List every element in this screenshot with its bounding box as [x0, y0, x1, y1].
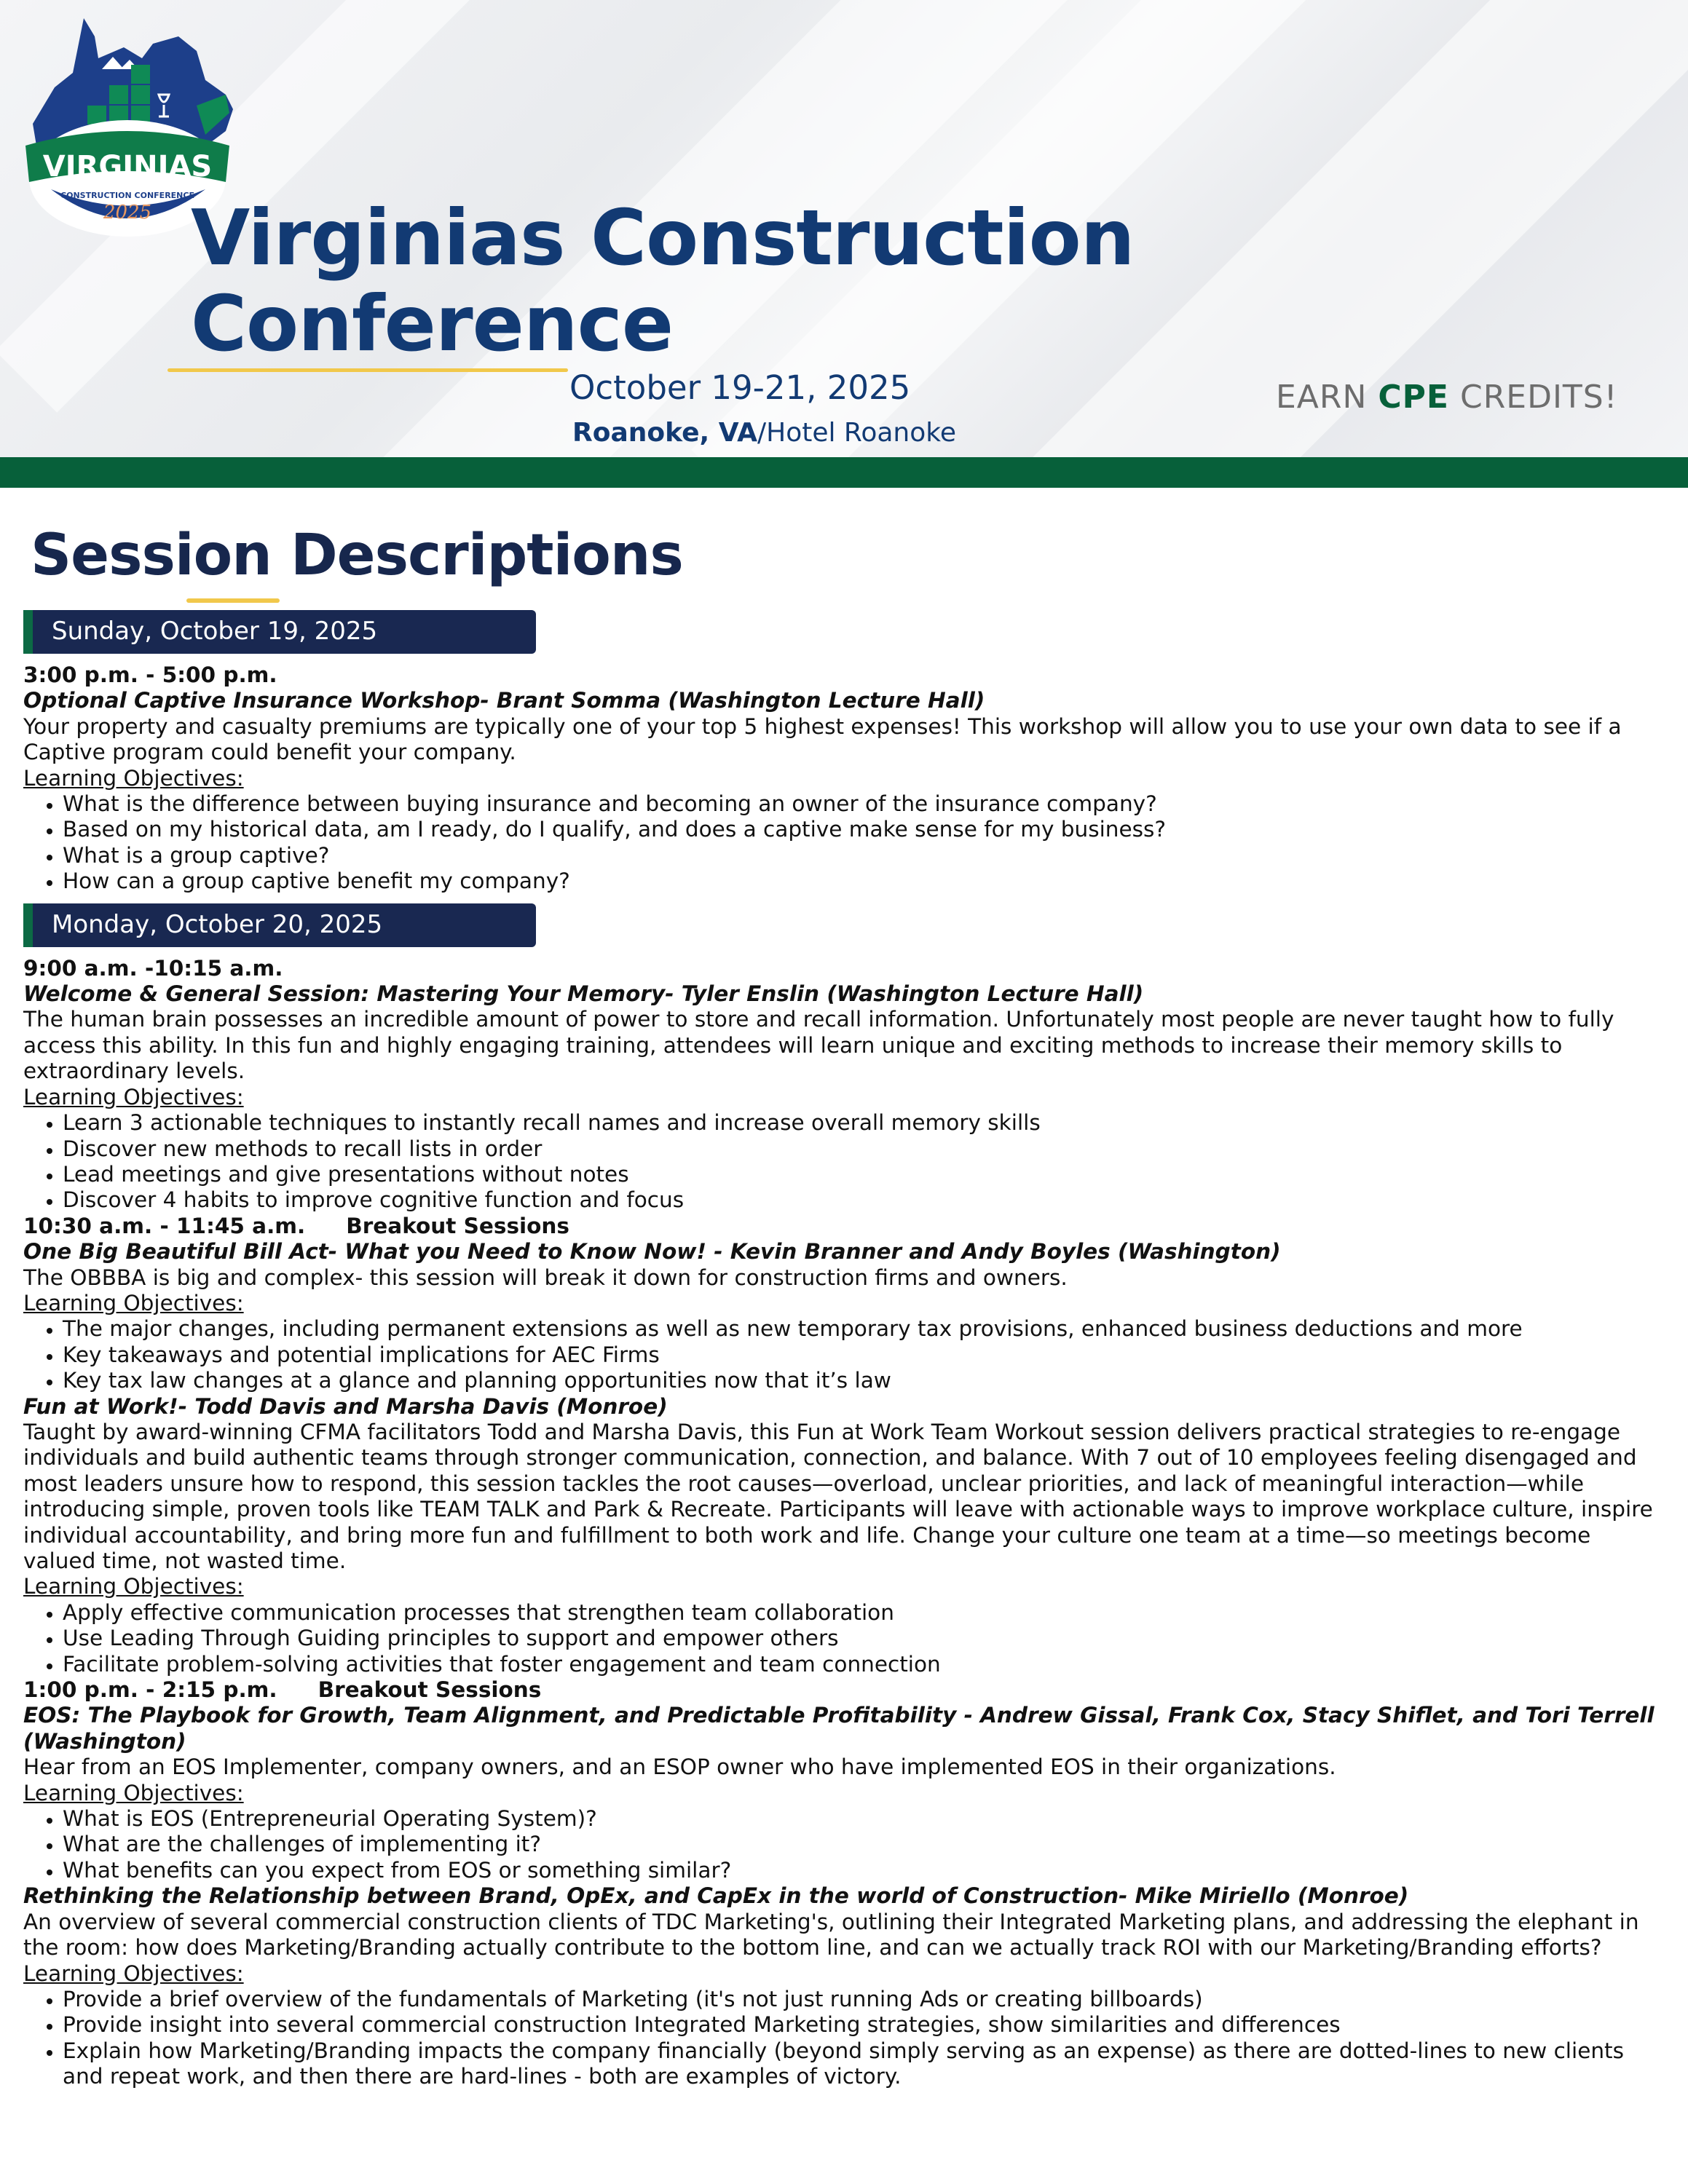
session-title: One Big Beautiful Bill Act- What you Need to Know Now! - Kevin Branner and Andy Boyles (Washington)	[23, 1239, 1281, 1265]
location-city: Roanoke, VA	[572, 418, 757, 448]
day-block	[23, 903, 1666, 2090]
learning-objectives-list	[23, 1987, 1666, 2090]
learning-objective-item: • Key tax law changes at a glance and planning opportunities now that it’s law	[63, 1368, 1666, 1393]
cpe-prefix: EARN	[1276, 379, 1379, 416]
learning-objectives-label: Learning Objectives:	[23, 1780, 244, 1805]
learning-objective-item: • What is EOS (Entrepreneurial Operating System)?	[63, 1806, 1666, 1832]
session-title: Rethinking the Relationship between Brand, OpEx, and CapEx in the world of Construction- Mike Miriello (Monroe)	[23, 1883, 1409, 1909]
session-block	[23, 662, 1666, 895]
learning-objectives-label: Learning Objectives:	[23, 1961, 244, 1986]
conference-dates: October 19-21, 2025	[569, 368, 911, 407]
logo-year: 2025	[103, 202, 152, 223]
header-green-band	[0, 457, 1688, 488]
learning-objectives-list	[23, 1806, 1666, 1883]
session-list	[23, 610, 1666, 2090]
session-time-row	[23, 1214, 1666, 1239]
learning-objective-item: • Facilitate problem-solving activities that foster engagement and team connection	[63, 1652, 1666, 1677]
session-block	[23, 1214, 1666, 1394]
conference-location	[572, 418, 956, 448]
session-time-row	[23, 956, 1666, 981]
logo-wordmark: VIRGINIAS	[42, 150, 213, 183]
learning-objectives-list	[23, 1600, 1666, 1677]
day-block	[23, 610, 1666, 895]
session-time: 10:30 a.m. - 11:45 a.m.	[23, 1213, 306, 1238]
cpe-credits-banner	[1276, 379, 1617, 416]
learning-objective-item: • Use Leading Through Guiding principles to support and empower others	[63, 1626, 1666, 1651]
session-title: Optional Captive Insurance Workshop- Brant Somma (Washington Lecture Hall)	[23, 688, 985, 713]
learning-objective-item: • Apply effective communication processes that strengthen team collaboration	[63, 1600, 1666, 1626]
learning-objective-item: • What is a group captive?	[63, 843, 1666, 869]
logo-subtext: CONSTRUCTION CONFERENCE	[60, 191, 194, 200]
session-description: Your property and casualty premiums are typically one of your top 5 highest expenses! This workshop will allow you to use your own data to see if a Captive program could benefit your company.	[23, 713, 1622, 765]
cpe-highlight: CPE	[1378, 379, 1449, 416]
learning-objective-item: • What are the challenges of implementing it?	[63, 1832, 1666, 1857]
learning-objectives-list	[23, 791, 1666, 895]
session-tag: Breakout Sessions	[318, 1677, 542, 1703]
day-label: Monday, October 20, 2025	[52, 909, 383, 939]
session-description: Taught by award-winning CFMA facilitators Todd and Marsha Davis, this Fun at Work Team Workout session delivers practical strategies to re-engage individuals and build authentic teams through stronger communication, connection, and balance. With 7 out of 10 employees feeling disengaged and most leaders unsure how to respond, this session tackles the root causes—overload, unclear priorities, and lack of meaningful interaction—while introducing simple, proven tools like TEAM TALK and Park & Recreate. Participants will leave with actionable ways to improve workplace culture, inspire individual accountability, and bring more fun and fulfillment to both work and life. Change your culture one team at a time—so meetings become valued time, not wasted time.	[23, 1419, 1653, 1573]
session-time: 9:00 a.m. -10:15 a.m.	[23, 955, 283, 981]
learning-objective-item: • The major changes, including permanent extensions as well as new temporary tax provisions, enhanced business deductions and more	[63, 1316, 1666, 1342]
session-description: The human brain possesses an incredible amount of power to store and recall information. Unfortunately most people are never taught how to fully access this ability. In this fun and highly engaging training, attendees will learn unique and exciting methods to increase their memory skills to extraordinary levels.	[23, 1007, 1614, 1084]
page-header	[0, 0, 1688, 457]
learning-objectives-label: Learning Objectives:	[23, 765, 244, 791]
session-time: 3:00 p.m. - 5:00 p.m.	[23, 662, 277, 687]
session-time-row	[23, 1677, 1666, 1703]
page-title: Session Descriptions	[31, 523, 683, 588]
learning-objectives-list	[23, 1316, 1666, 1393]
session-tag: Breakout Sessions	[346, 1213, 569, 1238]
learning-objective-item: • What is the difference between buying insurance and becoming an owner of the insurance company?	[63, 791, 1666, 817]
conference-title	[191, 195, 1134, 367]
session-block	[23, 1883, 1666, 2089]
day-label: Sunday, October 19, 2025	[52, 617, 378, 646]
session-title: EOS: The Playbook for Growth, Team Alignment, and Predictable Profitability - Andrew Gissal, Frank Cox, Stacy Shiflet, and Tori Terrell (Washington)	[23, 1703, 1655, 1754]
learning-objective-item: • What benefits can you expect from EOS or something similar?	[63, 1858, 1666, 1883]
session-block	[23, 956, 1666, 1214]
learning-objectives-list	[23, 1110, 1666, 1214]
learning-objective-item: • Discover new methods to recall lists in order	[63, 1136, 1666, 1162]
cpe-suffix: CREDITS!	[1448, 379, 1618, 416]
learning-objective-item: • Discover 4 habits to improve cognitive function and focus	[63, 1187, 1666, 1213]
day-header	[23, 610, 536, 654]
session-time: 1:00 p.m. - 2:15 p.m.	[23, 1677, 277, 1703]
session-title: Welcome & General Session: Mastering Your Memory- Tyler Enslin (Washington Lecture Hall)	[23, 981, 1144, 1007]
learning-objective-item: • Key takeaways and potential implications for AEC Firms	[63, 1342, 1666, 1368]
day-sessions	[23, 662, 1666, 895]
title-underline	[167, 368, 568, 372]
day-sessions	[23, 956, 1666, 2090]
learning-objective-item: • Based on my historical data, am I ready, do I qualify, and does a captive make sense for my business?	[63, 817, 1666, 842]
learning-objective-item: • How can a group captive benefit my company?	[63, 869, 1666, 894]
learning-objective-item: • Learn 3 actionable techniques to instantly recall names and increase overall memory skills	[63, 1110, 1666, 1136]
learning-objectives-label: Learning Objectives:	[23, 1574, 244, 1599]
learning-objective-item: • Provide insight into several commercial construction Integrated Marketing strategies, show similarities and differences	[63, 2012, 1666, 2038]
learning-objectives-label: Learning Objectives:	[23, 1290, 244, 1315]
title-line-2: Conference	[191, 280, 674, 368]
learning-objective-item: • Lead meetings and give presentations without notes	[63, 1162, 1666, 1187]
page-title-underline	[186, 598, 280, 603]
session-description: An overview of several commercial construction clients of TDC Marketing's, outlining their Integrated Marketing plans, and addressing the elephant in the room: how does Marketing/Branding actually contribute to the bottom line, and can we actually track ROI with our Marketing/Branding efforts?	[23, 1909, 1639, 1961]
learning-objective-item: • Provide a brief overview of the fundamentals of Marketing (it's not just running Ads or creating billboards)	[63, 1987, 1666, 2012]
session-block	[23, 1394, 1666, 1677]
session-title: Fun at Work!- Todd Davis and Marsha Davis (Monroe)	[23, 1393, 668, 1419]
title-line-1: Virginias Construction	[191, 194, 1135, 282]
learning-objectives-label: Learning Objectives:	[23, 1084, 244, 1109]
session-description: The OBBBA is big and complex- this session will break it down for construction firms and owners.	[23, 1265, 1068, 1290]
session-block	[23, 1677, 1666, 1883]
location-venue: /Hotel Roanoke	[757, 418, 956, 448]
session-description: Hear from an EOS Implementer, company owners, and an ESOP owner who have implemented EOS in their organizations.	[23, 1754, 1336, 1780]
learning-objective-item: • Explain how Marketing/Branding impacts the company financially (beyond simply serving as an expense) as there are dotted-lines to new clients and repeat work, and then there are hard-lines - both are examples of victory.	[63, 2038, 1666, 2090]
session-time-row	[23, 662, 1666, 688]
day-header	[23, 903, 536, 947]
